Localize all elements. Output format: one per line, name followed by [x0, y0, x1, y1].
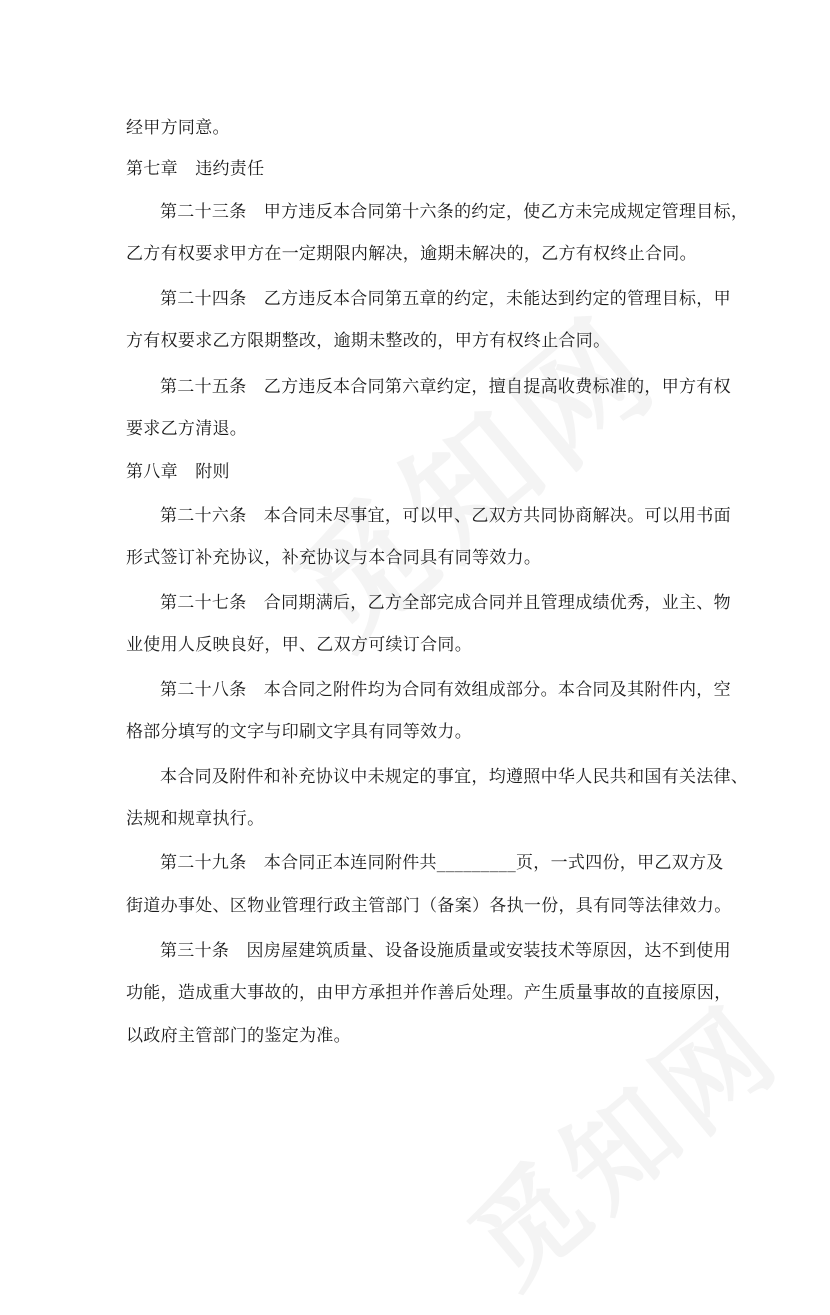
text-line: 法规和规章执行。	[126, 809, 265, 829]
text-line: 以政府主管部门的鉴定为准。	[126, 1026, 351, 1046]
text-line: 第二十五条 乙方违反本合同第六章约定，擅自提高收费标准的，甲方有权	[160, 377, 731, 397]
text-line: 第二十七条 合同期满后，乙方全部完成合同并且管理成绩优秀，业主、物	[160, 593, 731, 613]
text-line: 第二十六条 本合同未尽事宜，可以甲、乙双方共同协商解决。可以用书面	[160, 506, 731, 526]
text-line: 第二十八条 本合同之附件均为合同有效组成部分。本合同及其附件内，空	[160, 680, 731, 700]
text-line: 第二十四条 乙方违反本合同第五章的约定，未能达到约定的管理目标，甲	[160, 289, 731, 309]
text-line: 业使用人反映良好，甲、乙双方可续订合同。	[126, 635, 472, 655]
text-line: 第二十三条 甲方违反本合同第十六条的约定，使乙方未完成规定管理目标，	[160, 202, 749, 222]
text-line: 本合同及附件和补充协议中未规定的事宜，均遵照中华人民共和国有关法律、	[160, 767, 749, 787]
text-line: 第二十九条 本合同正本连同附件共_________页，一式四份，甲乙双方及	[160, 853, 724, 873]
text-line: 街道办事处、区物业管理行政主管部门（备案）各执一份，具有同等法律效力。	[126, 896, 732, 916]
text-line: 形式签订补充协议，补充协议与本合同具有同等效力。	[126, 548, 542, 568]
text-line: 经甲方同意。	[126, 118, 230, 138]
text-line: 格部分填写的文字与印刷文字具有同等效力。	[126, 722, 472, 742]
text-line: 第三十条 因房屋建筑质量、设备设施质量或安装技术等原因，达不到使用	[160, 941, 731, 961]
text-line: 要求乙方清退。	[126, 419, 248, 439]
text-line: 功能，造成重大事故的，由甲方承担并作善后处理。产生质量事故的直接原因，	[126, 983, 732, 1003]
chapter-heading: 第七章 违约责任	[126, 159, 265, 179]
watermark-logo-bottom	[431, 963, 808, 1315]
text-line: 乙方有权要求甲方在一定期限内解决，逾期未解决的，乙方有权终止合同。	[126, 244, 697, 264]
chapter-heading: 第八章 附则	[126, 462, 230, 482]
text-line: 方有权要求乙方限期整改，逾期未整改的，甲方有权终止合同。	[126, 331, 611, 351]
